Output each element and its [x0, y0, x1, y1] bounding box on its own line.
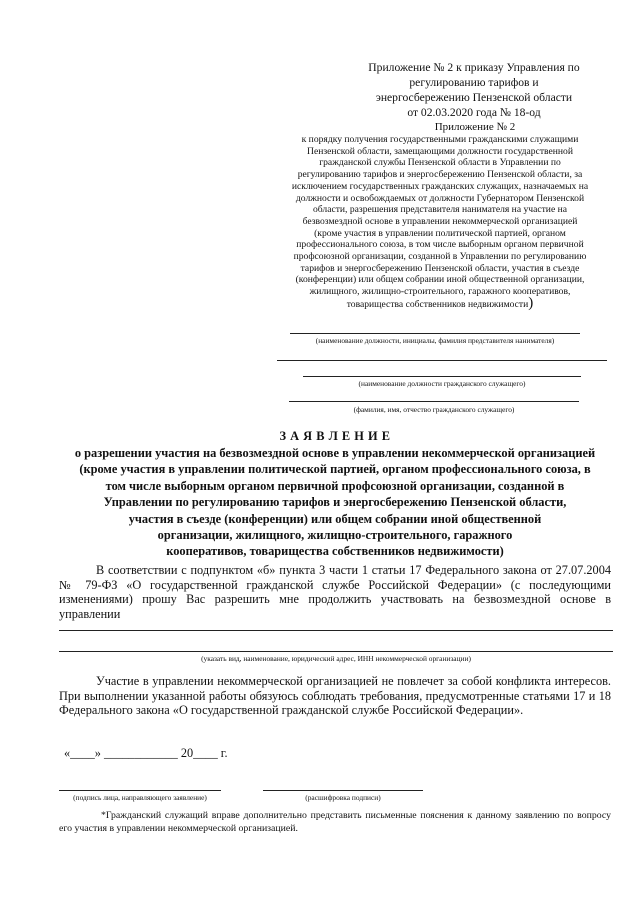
- conflict-paragraph: Участие в управлении некоммерческой организацией не повлечет за собой конфликта интересов. При выполнении указанной работы обязуюсь соблюдать требования, предусмотренные статьями 17 и 18 Федерального закона «О государственной гражданской службе Российской Федерации».: [59, 674, 611, 717]
- title-line: том числе выборным органом первичной профсоюзной организации, созданной в: [105, 478, 565, 493]
- reference-line: регулированию тарифов и энергосбережению Пензенской области, за: [297, 169, 583, 181]
- reference-line: Пензенской области, замещающими должности государственной: [307, 145, 573, 157]
- reference-line: профсоюзной организации, созданной в Управлении по регулированию: [293, 251, 587, 263]
- closing-paren: ): [528, 294, 534, 311]
- title-line: Управлении по регулированию тарифов и энергосбережению Пензенской области,: [103, 495, 567, 510]
- employer-rep-line-2: [277, 360, 607, 361]
- order-reference: [270, 134, 610, 311]
- employer-rep-caption: (наименование должности, инициалы, фамилия представителя нанимателя): [315, 336, 555, 345]
- header-line: Приложение № 2 к приказу Управления по: [368, 61, 580, 74]
- title-line: организации, жилищного, жилищно-строительного, гаражного: [157, 528, 513, 543]
- reference-line: должности и освобождаемых от должности Губернатором Пензенской: [295, 192, 585, 204]
- document-heading: З А Я В Л Е Н И Е: [279, 429, 391, 443]
- title-line: участия в съезде (конференции) или общем собрании иной общественной: [128, 511, 542, 526]
- reference-line: жилищного, жилищно-строительного, гаражного кооперативов,: [309, 286, 571, 298]
- reference-line: к порядку получения государственными гражданскими служащими: [301, 134, 579, 145]
- reference-line: (кроме участия в управлении политической партией, органом: [314, 227, 566, 239]
- employer-rep-line: [290, 333, 580, 334]
- title-line: о разрешении участия на безвозмездной основе в управлении некоммерческой организацией: [74, 446, 596, 460]
- reference-line: исключением государственных гражданских служащих, назначаемых на: [291, 180, 589, 192]
- footnote: *Гражданский служащий вправе дополнительно представить письменные пояснения к данному заявлению по вопросу его участия в управлении некоммерческой организацией.: [59, 810, 611, 834]
- title-line: кооперативов, товарищества собственников недвижимости): [166, 544, 504, 559]
- employee-name-caption: (фамилия, имя, отчество гражданского служащего): [353, 405, 515, 414]
- appendix-label: Приложение № 2: [434, 121, 516, 133]
- title-line: (кроме участия в управлении политической партией, органом профессионального союза, в: [79, 462, 591, 477]
- organization-line-2: [59, 651, 613, 652]
- date-line: «____» ____________ 20____ г.: [64, 746, 228, 760]
- signature-line: [59, 790, 221, 791]
- reference-line: [270, 294, 610, 311]
- document-title: [30, 445, 640, 560]
- header-line: регулированию тарифов и: [409, 76, 539, 89]
- reference-line: безвозмездной основе в управлении некоммерческой организацией: [302, 215, 578, 227]
- header-line: энергосбережению Пензенской области: [375, 91, 573, 104]
- request-paragraph: В соответствии с подпунктом «б» пункта 3 части 1 статьи 17 Федерального закона от 27.07.2004 № 79-ФЗ «О государственной гражданской службе Российской Федерации» (с последующими изменениями) прошу Вас разрешить мне продолжить участвовать на безвозмездной основе в управлении: [59, 563, 611, 621]
- organization-caption: (указать вид, наименование, юридический адрес, ИНН некоммерческой организации): [201, 654, 471, 663]
- employee-position-caption: (наименование должности гражданского служащего): [358, 379, 526, 388]
- signature-caption: (подпись лица, направляющего заявление): [73, 793, 207, 802]
- reference-line: области, разрешения представителя нанимателя на участие на: [312, 204, 567, 216]
- organization-line-1: [59, 630, 613, 631]
- header-line: от 02.03.2020 года № 18-од: [407, 106, 541, 119]
- employee-position-line: [303, 376, 581, 377]
- reference-line: гражданской службы Пензенской области в Управлении по: [319, 157, 561, 169]
- signature-decode-caption: (расшифровка подписи): [305, 793, 381, 802]
- reference-line: тарифов и энергосбережению Пензенской области, участия в съезде: [300, 262, 580, 274]
- reference-line: профессионального союза, в том числе выборным органом первичной: [296, 239, 584, 251]
- signature-decode-line: [263, 790, 423, 791]
- employee-name-line: [289, 401, 579, 402]
- reference-line: (конференции) или общем собрании иной общественной организации,: [295, 274, 585, 286]
- reference-last-line: товарищества собственников недвижимости: [346, 298, 529, 310]
